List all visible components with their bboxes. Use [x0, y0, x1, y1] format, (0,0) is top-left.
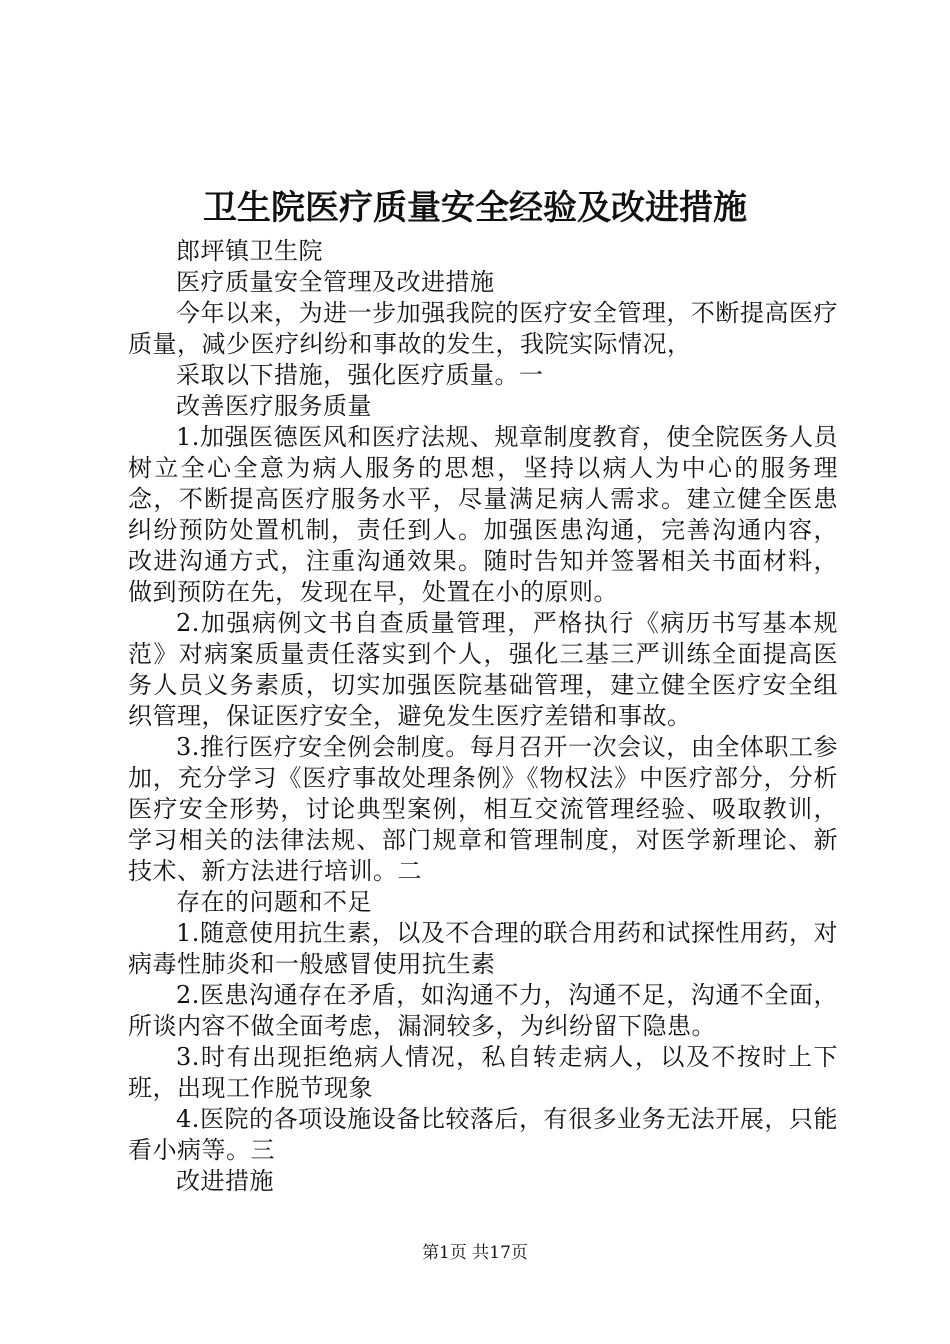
- paragraph-problem-1: 1.随意使用抗生素，以及不合理的联合用药和试探性用药，对病毒性肺炎和一般感冒使用抗生素: [128, 919, 838, 978]
- paragraph-item-3: 3.推行医疗安全例会制度。每月召开一次会议，由全体职工参加，充分学习《医疗事故处理条例》《物权法》中医疗部分，分析医疗安全形势，讨论典型案例，相互交流管理经验、吸取教训，学习相关的法律法规、部门规章和管理制度，对医学新理论、新技术、新方法进行培训。二: [128, 733, 838, 885]
- document-body: [128, 236, 838, 1197]
- section-heading-problems: 存在的问题和不足: [176, 888, 372, 916]
- paragraph-subtitle: 医疗质量安全管理及改进措施: [176, 268, 495, 296]
- paragraph-problem-2: 2.医患沟通存在矛盾，如沟通不力，沟通不足，沟通不全面，所谈内容不做全面考虑，漏洞较多，为纠纷留下隐患。: [128, 981, 838, 1040]
- paragraph-intro: 今年以来，为进一步加强我院的医疗安全管理，不断提高医疗质量，减少医疗纠纷和事故的发生，我院实际情况，: [128, 299, 838, 358]
- page-footer: 第1页 共17页: [422, 1243, 528, 1263]
- section-heading-improve-service: 改善医疗服务质量: [176, 392, 372, 420]
- paragraph-item-2: 2.加强病例文书自查质量管理，严格执行《病历书写基本规范》对病案质量责任落实到个人，强化三基三严训练全面提高医务人员义务素质，切实加强医院基础管理，建立健全医疗安全组织管理，保证医疗安全，避免发生医疗差错和事故。: [128, 609, 838, 730]
- document-title: 卫生院医疗质量安全经验及改进措施: [203, 188, 747, 228]
- paragraph-problem-4: 4.医院的各项设施设备比较落后，有很多业务无法开展，只能看小病等。三: [128, 1105, 838, 1164]
- paragraph-measures: 采取以下措施，强化医疗质量。一: [176, 361, 544, 389]
- section-heading-improvements: 改进措施: [176, 1167, 274, 1195]
- paragraph-hospital-name: 郎坪镇卫生院: [176, 237, 323, 265]
- paragraph-problem-3: 3.时有出现拒绝病人情况，私自转走病人，以及不按时上下班，出现工作脱节现象: [128, 1043, 838, 1102]
- paragraph-item-1: 1.加强医德医风和医疗法规、规章制度教育，使全院医务人员树立全心全意为病人服务的思想，坚持以病人为中心的服务理念，不断提高医疗服务水平，尽量满足病人需求。建立健全医患纠纷预防处置机制，责任到人。加强医患沟通，完善沟通内容，改进沟通方式，注重沟通效果。随时告知并签署相关书面材料，做到预防在先，发现在早，处置在小的原则。: [128, 423, 838, 606]
